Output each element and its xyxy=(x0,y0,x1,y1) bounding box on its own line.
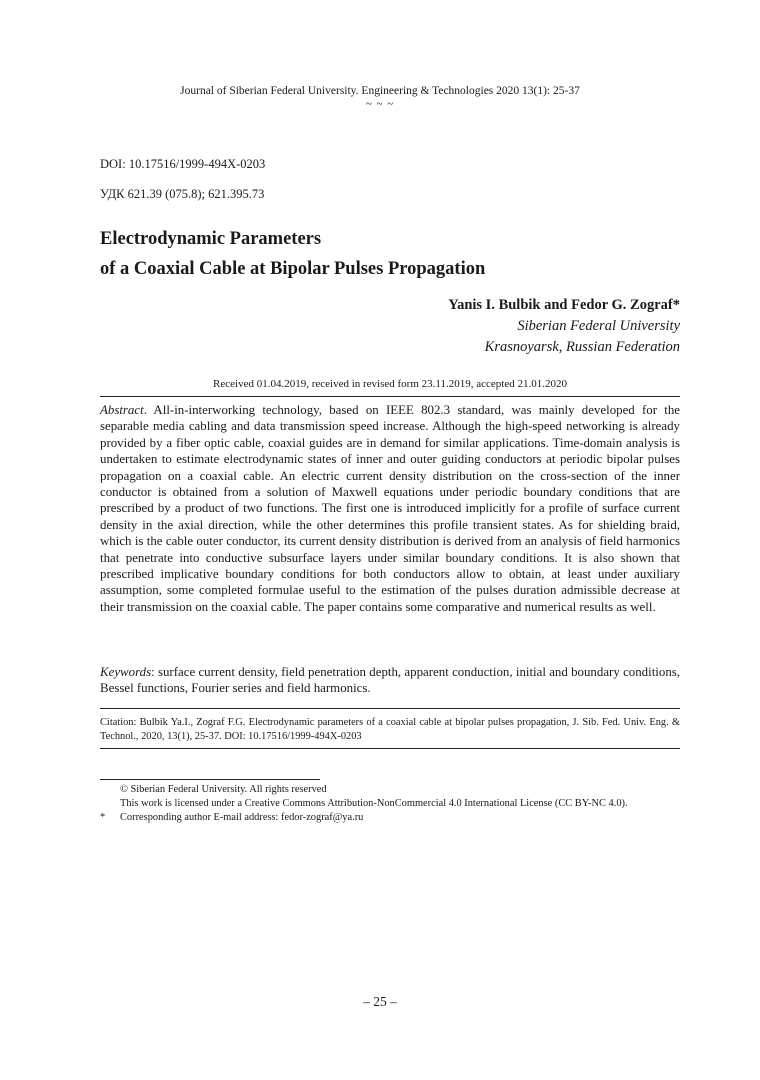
header-ornament: ~ ~ ~ xyxy=(365,98,395,110)
author-location: Krasnoyarsk, Russian Federation xyxy=(484,339,680,355)
author-names: Yanis I. Bulbik and Fedor G. Zograf* xyxy=(448,297,680,313)
footnote-corresponding-text: Corresponding author E-mail address: fedor-zograf@ya.ru xyxy=(120,812,364,823)
abstract-label: Abstract xyxy=(100,403,144,417)
udk-line: УДК 621.39 (075.8); 621.395.73 xyxy=(100,187,265,201)
journal-header: Journal of Siberian Federal University. Engineering & Technologies 2020 13(1): 25-37 xyxy=(180,85,580,97)
doi-line: DOI: 10.17516/1999-494X-0203 xyxy=(100,157,266,171)
title-line-2: of a Coaxial Cable at Bipolar Pulses Propagation xyxy=(100,259,486,279)
article-title xyxy=(100,224,680,284)
footnote-asterisk: * xyxy=(100,812,106,823)
footnote-license: This work is licensed under a Creative Commons Attribution-NonCommercial 4.0 International License (CC BY-NC 4.0). xyxy=(120,798,628,809)
divider-top xyxy=(100,396,680,397)
author-block xyxy=(448,295,680,358)
title-line-1: Electrodynamic Parameters xyxy=(100,229,322,249)
page-number: – 25 – xyxy=(363,994,397,1009)
divider-citation-top xyxy=(100,708,680,709)
abstract-text: . All-in-interworking technology, based on IEEE 802.3 standard, was mainly developed for the separable media cabling and data transmission speed increase. Although the high-speed networking is already provided by a fiber optic cable, coaxial guides are in demand for similar applications. Time-domain analysis is undertaken to estimate electrodynamic states of inner and outer guiding conductors at periodic bipolar pulses propagation on a coaxial cable. An electric current density distribution on the cross-section of the inner conductor is obtained from a solution of Maxwell equations under periodic boundary conditions that are prescribed by a product of two functions. The first one is introduced implicitly for a profile of surface current density in the axial direction, while the other determines this profile transient states. As for shielding braid, which is the cable outer conductor, its current density distribution is derived from an analysis of field harmonics that penetrate into conductive subsurface layers under similar boundary conditions. It is also shown that prescribed implicative boundary conditions for both conductors allow to obtain, at least under auxiliary assumption, some completed formulae useful to the estimation of the pulses duration admissible decrease at their transmission on the coaxial cable. The paper contains some comparative and numerical results as well. xyxy=(100,403,680,614)
divider-citation-bottom xyxy=(100,748,680,749)
citation: Citation: Bulbik Ya.I., Zograf F.G. Electrodynamic parameters of a coaxial cable at bipolar pulses propagation, J. Sib. Fed. Univ. Eng. & Technol., 2020, 13(1), 25-37. DOI: 10.17516/1999-494X-0203 xyxy=(100,717,680,742)
keywords-text: : surface current density, field penetration depth, apparent conduction, initial and boundary conditions, Bessel functions, Fourier series and field harmonics. xyxy=(100,665,680,696)
footnote-copyright: © Siberian Federal University. All rights reserved xyxy=(120,784,327,795)
footnote-rule xyxy=(100,779,320,780)
keywords xyxy=(100,664,680,697)
author-affiliation: Siberian Federal University xyxy=(517,318,680,334)
abstract xyxy=(100,402,680,615)
footnotes xyxy=(100,783,680,825)
received-dates: Received 01.04.2019, received in revised form 23.11.2019, accepted 21.01.2020 xyxy=(213,378,567,390)
footnote-corresponding xyxy=(100,811,680,825)
keywords-label: Keywords xyxy=(100,665,152,679)
